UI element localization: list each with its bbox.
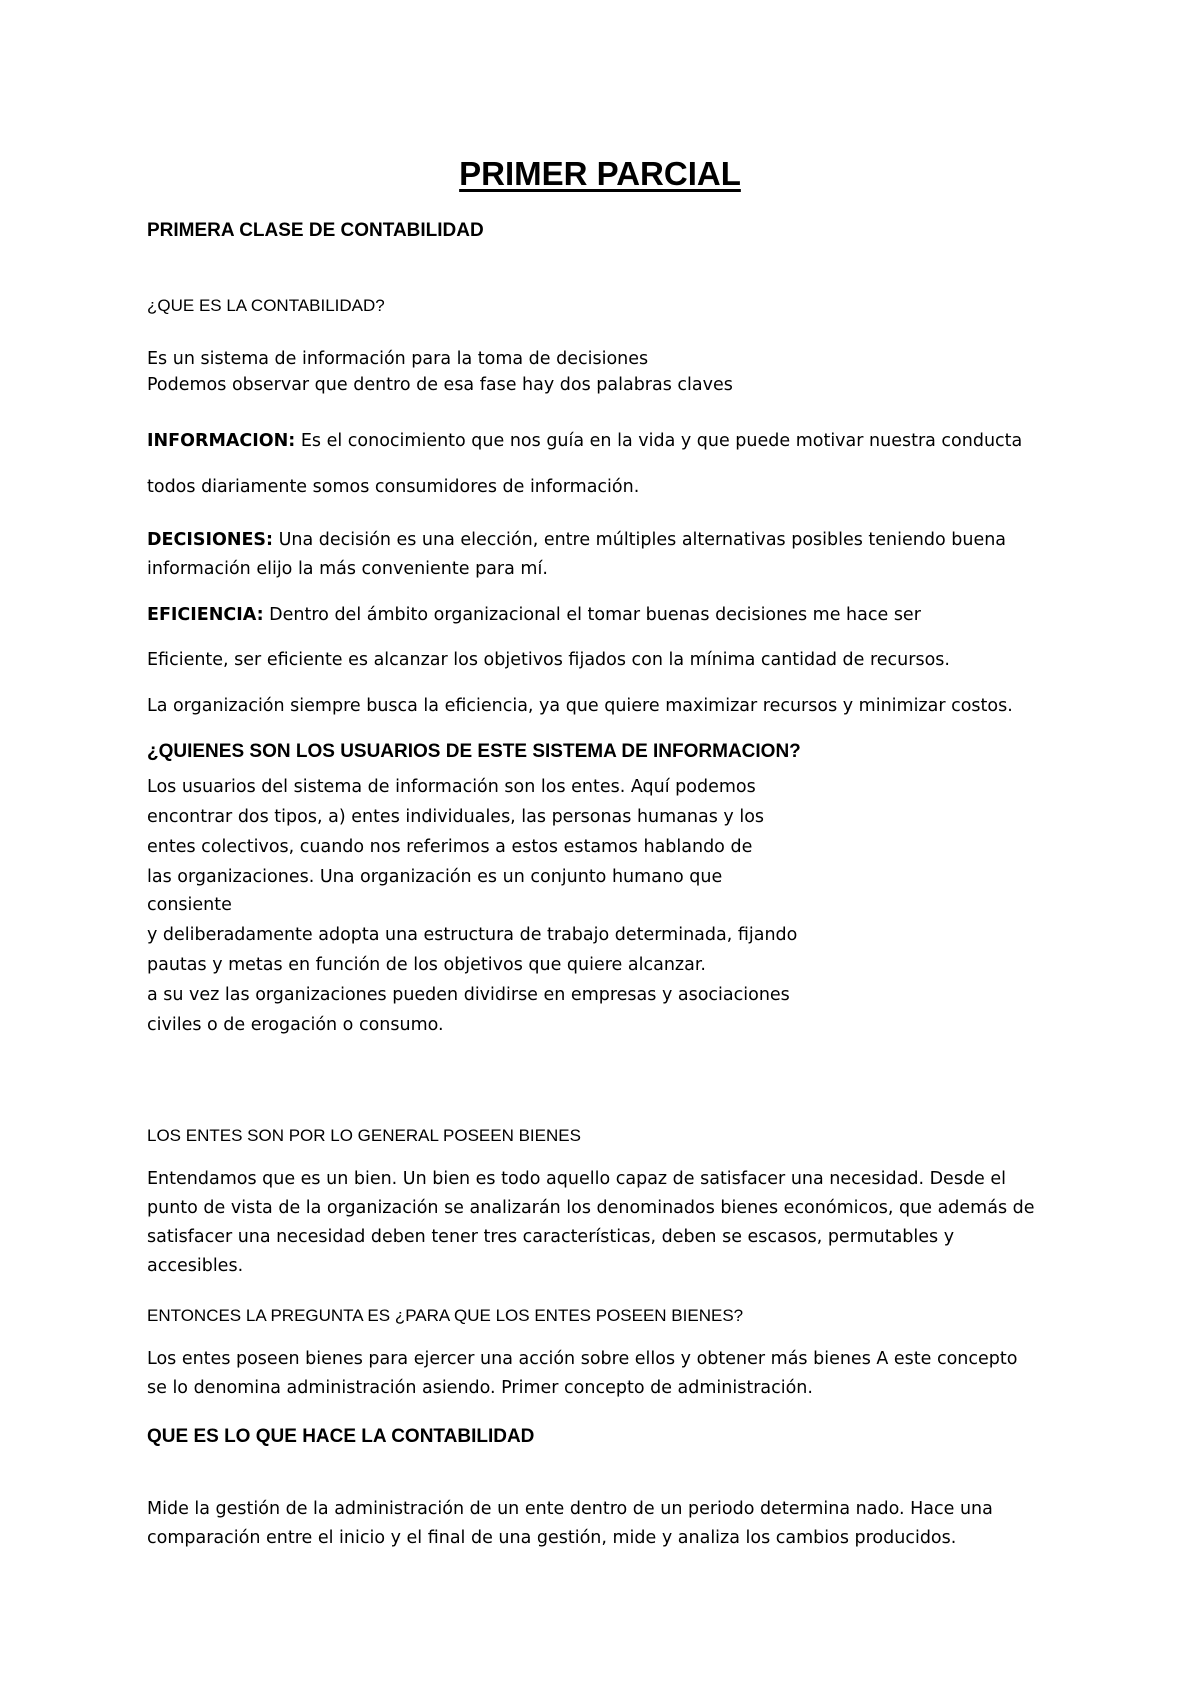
paragraph-informacion [147,433,1022,451]
usuarios-line: entes colectivos, cuando nos referimos a estos estamos hablando de [147,837,753,857]
bienes-line: Entendamos que es un bien. Un bien es todo aquello capaz de satisfacer una necesidad. Desde el [147,1169,1007,1189]
term-informacion: INFORMACION: [147,431,296,451]
document-title: PRIMER PARCIAL [459,155,741,192]
section-heading-que-hace-contabilidad: QUE ES LO QUE HACE LA CONTABILIDAD [147,1426,535,1447]
usuarios-line: Los usuarios del sistema de información son los entes. Aquí podemos [147,777,756,797]
usuarios-line: pautas y metas en función de los objetivos que quiere alcanzar. [147,955,706,975]
bienes-line: satisfacer una necesidad deben tener tres características, deben se escasos, permutables y [147,1227,955,1247]
section-heading-usuarios: ¿QUIENES SON LOS USUARIOS DE ESTE SISTEMA DE INFORMACION? [147,741,801,762]
paragraph-eficiencia [147,607,921,625]
bienes-line: punto de vista de la organización se analizarán los denominados bienes económicos, que además de [147,1198,1035,1218]
usuarios-line: a su vez las organizaciones pueden dividirse en empresas y asociaciones [147,985,790,1005]
usuarios-line: civiles o de erogación o consumo. [147,1015,444,1035]
eficiencia-text: Dentro del ámbito organizacional el tomar buenas decisiones me hace ser [263,605,921,625]
usuarios-line: encontrar dos tipos, a) entes individuales, las personas humanas y los [147,807,765,827]
question-que-es-contabilidad: ¿QUE ES LA CONTABILIDAD? [147,296,385,315]
eficiencia-line-3: La organización siempre busca la eficiencia, ya que quiere maximizar recursos y minimizar costos. [147,696,1013,716]
section-heading-primera-clase: PRIMERA CLASE DE CONTABILIDAD [147,220,484,241]
respuesta-line: Los entes poseen bienes para ejercer una acción sobre ellos y obtener más bienes A este concepto [147,1349,1018,1369]
informacion-line-2: todos diariamente somos consumidores de información. [147,477,640,497]
decisiones-line-2: información elijo la más conveniente para mí. [147,559,548,579]
eficiencia-line-2: Eficiente, ser eficiente es alcanzar los objetivos fijados con la mínima cantidad de recursos. [147,650,950,670]
pregunta-heading: ENTONCES LA PREGUNTA ES ¿PARA QUE LOS ENTES POSEEN BIENES? [147,1306,744,1325]
usuarios-line: y deliberadamente adopta una estructura de trabajo determinada, fijando [147,925,798,945]
term-eficiencia: EFICIENCIA: [147,605,264,625]
bienes-line: accesibles. [147,1256,244,1276]
respuesta-line: se lo denomina administración asiendo. Primer concepto de administración. [147,1378,813,1398]
decisiones-text: Una decisión es una elección, entre múltiples alternativas posibles teniendo buena [273,530,1007,550]
intro-line: Es un sistema de información para la toma de decisiones [147,349,649,369]
paragraph-decisiones [147,532,1006,550]
informacion-text: Es el conocimiento que nos guía en la vida y que puede motivar nuestra conducta [295,431,1023,451]
usuarios-line: consiente [147,895,232,915]
contabilidad-line: Mide la gestión de la administración de un ente dentro de un periodo determina nado. Hace una [147,1499,993,1519]
contabilidad-line: comparación entre el inicio y el final de una gestión, mide y analiza los cambios producidos. [147,1528,957,1548]
intro-line: Podemos observar que dentro de esa fase hay dos palabras claves [147,375,733,395]
term-decisiones: DECISIONES: [147,530,274,550]
usuarios-line: las organizaciones. Una organización es un conjunto humano que [147,867,723,887]
bienes-heading: LOS ENTES SON POR LO GENERAL POSEEN BIENES [147,1126,581,1145]
